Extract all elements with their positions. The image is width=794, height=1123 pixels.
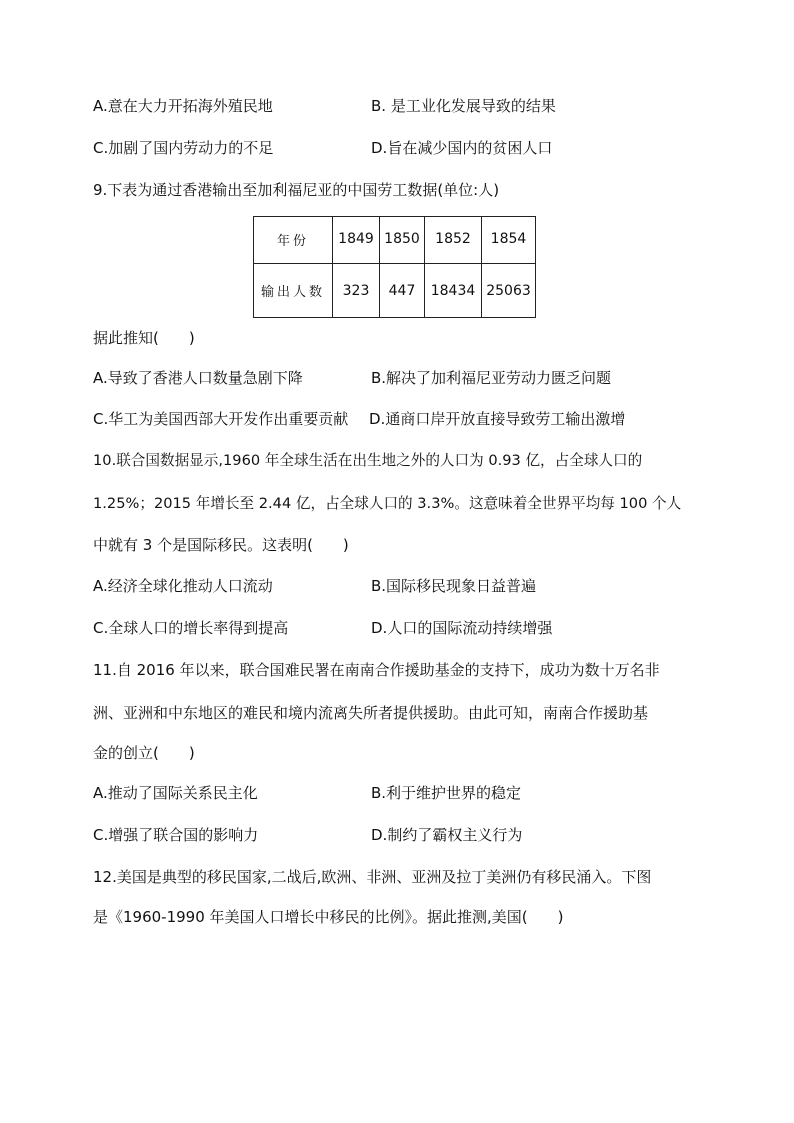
q9-prompt: 据此推知( ) [93,329,195,347]
q9-option-b: B.解决了加利福尼亚劳动力匮乏问题 [371,369,612,387]
table-row-counts [254,264,536,318]
q10-line-3: 中就有 3 个是国际移民。这表明( ) [93,536,349,554]
q12-line-1: 12.美国是典型的移民国家,二战后,欧洲、非洲、亚洲及拉丁美洲仍有移民涌入。下图 [93,868,652,886]
table-count-cell: 25063 [482,264,536,318]
labor-export-table [253,216,536,318]
q9-option-c: C.华工为美国西部大开发作出重要贡献 [93,410,349,428]
table-count-cell: 447 [380,264,425,318]
table-year-cell: 1852 [425,217,482,264]
q10-option-c: C.全球人口的增长率得到提高 [93,619,289,637]
q12-line-2: 是《1960-1990 年美国人口增长中移民的比例》。据此推测,美国( ) [93,908,564,926]
q10-option-a: A.经济全球化推动人口流动 [93,577,273,595]
table-year-cell: 1854 [482,217,536,264]
q11-option-d: D.制约了霸权主义行为 [371,826,523,844]
q10-option-b: B.国际移民现象日益普遍 [371,577,537,595]
table-count-cell: 18434 [425,264,482,318]
q11-option-a: A.推动了国际关系民主化 [93,784,258,802]
q9-option-d: D.通商口岸开放直接导致劳工输出激增 [369,410,626,428]
q8-option-c: C.加剧了国内劳动力的不足 [93,139,274,157]
q10-line-1: 10.联合国数据显示,1960 年全球生活在出生地之外的人口为 0.93 亿，占全球人口的 [93,452,643,469]
q10-option-d: D.人口的国际流动持续增强 [371,619,553,637]
q9-stem: 9.下表为通过香港输出至加利福尼亚的中国劳工数据(单位:人) [93,181,500,199]
table-header-label: 年份 [254,217,333,264]
table-count-cell: 323 [333,264,380,318]
q8-option-d: D.旨在减少国内的贫困人口 [371,139,553,157]
q11-option-b: B.利于维护世界的稳定 [371,784,522,802]
table-year-cell: 1849 [333,217,380,264]
q10-line-2: 1.25%；2015 年增长至 2.44 亿，占全球人口的 3.3%。这意味着全世界平均每 100 个人 [93,495,682,512]
q8-option-a: A.意在大力开拓海外殖民地 [93,97,273,115]
q8-option-b: B. 是工业化发展导致的结果 [371,97,556,115]
q11-line-2: 洲、亚洲和中东地区的难民和境内流离失所者提供援助。由此可知，南南合作援助基 [93,704,649,722]
q9-option-a: A.导致了香港人口数量急剧下降 [93,369,303,387]
table-year-cell: 1850 [380,217,425,264]
table-row-label: 输出人数 [254,264,333,318]
q11-line-3: 金的创立( ) [93,744,195,762]
q11-option-c: C.增强了联合国的影响力 [93,826,259,844]
table-row-years [254,217,536,264]
q11-line-1: 11.自 2016 年以来，联合国难民署在南南合作援助基金的支持下，成功为数十万名非 [93,661,660,679]
